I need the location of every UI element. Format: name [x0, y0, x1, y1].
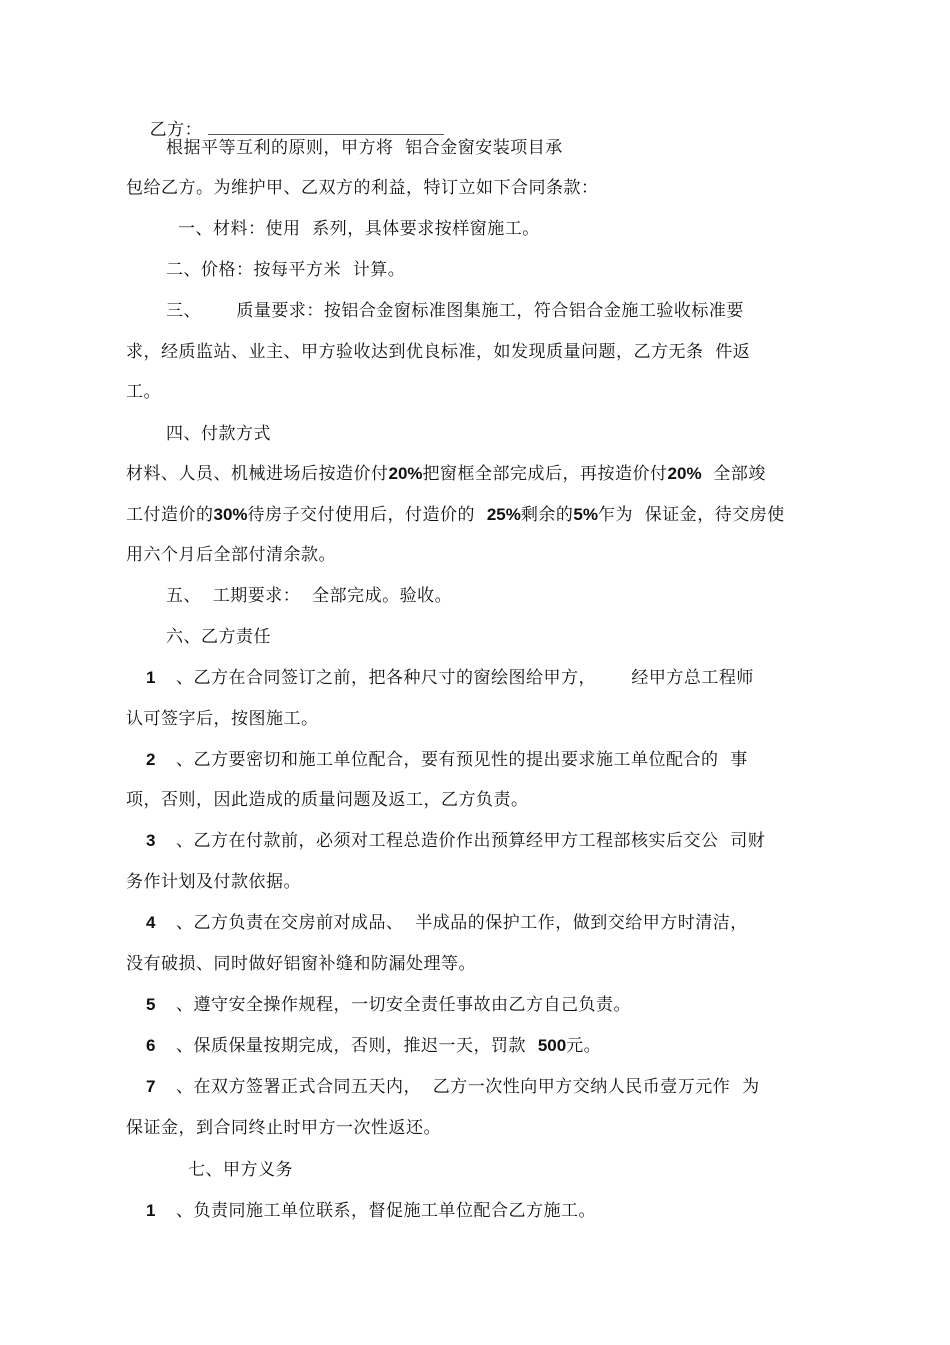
item-number: 5 [146, 995, 156, 1014]
clause-1-materials: 一、材料：使用 系列，具体要求按样窗施工。 [178, 219, 540, 239]
party-b-label: 乙方： [149, 120, 203, 140]
clause-2-price: 二、价格：按每平方米 计算。 [166, 260, 406, 280]
clause-6-item-3-line-2: 务作计划及付款依据。 [126, 872, 301, 892]
item-text: 、乙方在合同签订之前，把各种尺寸的窗绘图给甲方， 经甲方总工程师 [176, 668, 754, 688]
clause-6-title: 六、乙方责任 [166, 627, 271, 647]
c4-text: 材料、人员、机械进场后按造价付 [126, 464, 389, 484]
item-number: 3 [146, 831, 156, 850]
c4-percent-3: 30% [213, 505, 248, 524]
clause-6-item-3-line-1 [146, 829, 765, 853]
intro-line-2: 包给乙方。为维护甲、乙双方的利益，特订立如下合同条款： [126, 178, 599, 198]
c4-text: 待房子交付使用后，付造价的 [247, 505, 487, 525]
item-number: 2 [146, 750, 156, 769]
c4-text: 剩余的 [520, 505, 574, 525]
c4-text: 全部竣 [701, 464, 766, 484]
intro-line-1: 根据平等互利的原则，甲方将 铝合金窗安装项目承 [166, 138, 563, 158]
c4-text: 把窗框全部完成后，再按造价付 [422, 464, 668, 484]
clause-5-schedule: 五、 工期要求： 全部完成。验收。 [166, 586, 453, 606]
clause-4-line-3: 用六个月后全部付清余款。 [126, 545, 336, 565]
clause-3-line-2: 求，经质监站、业主、甲方验收达到优良标准，如发现质量问题，乙方无条 件返 [126, 342, 751, 362]
c4-text: 乍为 保证金，待交房使 [597, 505, 785, 525]
item-text: 、乙方在付款前，必须对工程总造价作出预算经甲方工程部核实后交公 司财 [176, 831, 766, 851]
item-number: 4 [146, 913, 156, 932]
item-text: 、乙方要密切和施工单位配合，要有预见性的提出要求施工单位配合的 事 [176, 750, 748, 770]
c4-percent-2: 20% [667, 464, 702, 483]
item-number: 1 [146, 668, 156, 687]
clause-4-line-2 [126, 503, 785, 527]
clause-6-item-5 [146, 993, 631, 1017]
clause-6-item-1-line-1 [146, 666, 754, 690]
clause-6-item-4-line-2: 没有破损、同时做好铝窗补缝和防漏处理等。 [126, 954, 476, 974]
item-text: 、乙方负责在交房前对成品、 半成品的保护工作，做到交给甲方时清洁， [176, 913, 748, 933]
clause-7-title: 七、甲方义务 [188, 1160, 293, 1180]
item-text: 、遵守安全操作规程，一切安全责任事故由乙方自己负责。 [176, 995, 631, 1015]
item-text: 、保质保量按期完成，否则，推迟一天，罚款 [176, 1036, 538, 1056]
clause-6-item-7-line-1 [146, 1075, 760, 1099]
clause-6-item-2-line-2: 项，否则，因此造成的质量问题及返工，乙方负责。 [126, 790, 529, 810]
c4-percent-1: 20% [388, 464, 423, 483]
c4-percent-4: 25% [486, 505, 521, 524]
party-b-blank [208, 120, 444, 135]
c4-text: 工付造价的 [126, 505, 214, 525]
clause-3-line-1: 三、 质量要求：按铝合金窗标准图集施工，符合铝合金施工验收标准要 [166, 301, 744, 321]
clause-6-item-1-line-2: 认可签字后，按图施工。 [126, 709, 319, 729]
item-number: 7 [146, 1077, 156, 1096]
clause-4-line-1 [126, 462, 766, 486]
clause-7-item-1 [146, 1199, 596, 1223]
clause-4-title: 四、付款方式 [166, 424, 271, 444]
c4-percent-5: 5% [573, 505, 598, 524]
clause-6-item-7-line-2: 保证金，到合同终止时甲方一次性返还。 [126, 1118, 441, 1138]
clause-6-item-4-line-1 [146, 911, 748, 935]
item-text: 、负责同施工单位联系，督促施工单位配合乙方施工。 [176, 1201, 596, 1221]
item-number: 6 [146, 1036, 156, 1055]
clause-6-item-2-line-1 [146, 748, 748, 772]
clause-6-item-6 [146, 1034, 601, 1058]
penalty-amount: 500 [537, 1036, 567, 1055]
clause-3-line-3: 工。 [126, 382, 161, 402]
item-text: 元。 [566, 1036, 602, 1056]
item-text: 、在双方签署正式合同五天内， 乙方一次性向甲方交纳人民币壹万元作 为 [176, 1077, 760, 1097]
item-number: 1 [146, 1201, 156, 1220]
